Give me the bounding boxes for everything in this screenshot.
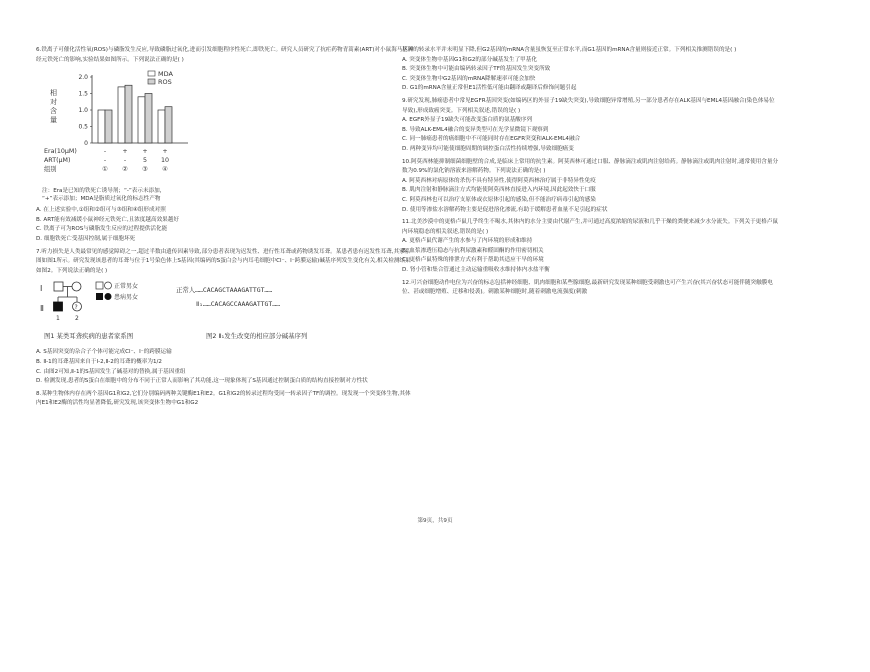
patient-sequence: Ⅱ₁……CACAGCCAAAGATTGT…… xyxy=(196,300,280,309)
legend-label-mda: MDA xyxy=(158,70,173,79)
q6-option-b: B. ART能有效减缓小鼠神经元铁死亡,且浓度越高效果越好 xyxy=(36,216,179,223)
q8-option-c: C. 突变体生物中G2基因的mRNA降解速率可能会加快 xyxy=(402,75,536,82)
q10-option-b: B. 肌肉注射和静脉滴注方式均能使阿莫西林直接进入内环境,因此起效快于口服 xyxy=(402,187,596,194)
q9-option-c: C. 同一肺癌患者的癌细胞中不可能同时存在EGFR突变和ALK-EML4融合 xyxy=(402,136,581,143)
row-value: + xyxy=(122,148,128,156)
bar-ros xyxy=(125,85,132,143)
chart-note-1: 注：Era是已知的铁死亡诱导剂；“-”表示未添加， xyxy=(42,188,166,195)
figure-1-caption: 图1 某类耳聋疾病的患者家系图 xyxy=(44,332,134,341)
y-axis-label-char: 量 xyxy=(50,116,57,125)
q7-option-a: A. S基因突变的杂合子个体可能完成Cl⁻、I⁻的跨膜运输 xyxy=(36,349,172,356)
bar-mda xyxy=(138,97,145,143)
bar-mda xyxy=(118,87,125,143)
legend-swatch-mda xyxy=(148,71,155,76)
y-tick-label: 1.5 xyxy=(78,90,88,98)
bar-ros xyxy=(165,107,172,143)
question-7-stem: 7.听力损失是人类最常见的感觉障碍之一,超过半数由遗传因素导致,部分患者表现为迟发性、进行性耳聋或药物诱发耳聋。某患者患有迟发性耳聋,其家系图如图1所示。研究发现该患者的耳聋与位于1号染色体上S基因(其编码的S蛋白会与内耳毛细胞中Cl⁻、I⁻跨膜运输)碱基序列发生变化有关,相关检测结果如图2。下列说法正确的是( ) xyxy=(36,248,411,274)
legend-affected-male-icon xyxy=(96,293,103,300)
q10-option-d: D. 使用等渗盐水溶解药物主要是促进溶化渗流,有助于缓解患者血量不足引起的症状 xyxy=(402,206,608,213)
legend-normal-label: 正常男女 xyxy=(114,283,139,291)
q11-option-d: D. 肾小管和集合管通过主动运输重吸收水维持体内水盐平衡 xyxy=(402,267,550,274)
y-tick-label: 2.0 xyxy=(78,74,88,82)
row-value: 10 xyxy=(160,157,170,165)
q10-option-a: A. 阿莫西林对病原体的杀伤不具有特异性,使得阿莫西林治疗属于非特异性免疫 xyxy=(402,177,596,184)
q6-option-c: C. 铁离子可为ROS与磷脂发生反应的过程提供活化能 xyxy=(36,226,168,233)
row-value: ② xyxy=(122,166,128,174)
y-axis-label-char: 含 xyxy=(50,107,57,116)
legend-label-ros: ROS xyxy=(158,78,172,87)
legend-affected-label: 患病男女 xyxy=(114,294,139,302)
q9-option-d: D. 两种变异均可能使细胞周期的调控蛋白活性持续增强,导致细胞癌变 xyxy=(402,145,574,152)
q7-pedigree-figure xyxy=(36,278,414,346)
legend-swatch-ros xyxy=(148,79,155,84)
chart-note-2: “+”表示添加；MDA是脂质过氧化的标志性产物 xyxy=(42,196,161,203)
q8-option-a: A. 突变体生物中基因G1和G2的部分碱基发生了甲基化 xyxy=(402,56,537,63)
row-value: + xyxy=(142,148,148,156)
right-column xyxy=(402,46,780,298)
q6-option-a: A. 在上述实验中,①组和②组可与③组和④组形成对照 xyxy=(36,207,166,214)
gen2-male-affected xyxy=(54,302,63,311)
row-value: ④ xyxy=(162,166,168,174)
svg-text:?: ? xyxy=(74,304,78,312)
num-1: 1 xyxy=(56,315,60,323)
row-value: + xyxy=(162,148,168,156)
bar-ros xyxy=(145,94,152,144)
row-value: 5 xyxy=(142,157,148,165)
row-label: 组别 xyxy=(44,166,57,174)
question-6-stem: 6.铁离子可催化活性氧(ROS)与磷脂发生反应,导致磷脂过氧化,进而引发细胞程序性死亡,即铁死亡。研究人员研究了抗疟药物青蒿素(ART)对小鼠海马区神经元铁死亡的影响,实验结果如图所示。下列说法正确的是( ) xyxy=(36,47,414,63)
y-tick-label: 0 xyxy=(84,140,88,148)
q11-option-c: C. 更格卢鼠特殊的排泄方式有利于帮助其适应干旱的环境 xyxy=(402,257,544,264)
q11-option-b: B. 血浆渗透压稳态与抗利尿激素和醛固酮的作用密切相关 xyxy=(402,247,544,254)
q9-option-b: B. 导致ALK-EML4融合的变异类型可在光学显微镜下观察到 xyxy=(402,126,549,133)
legend-affected-female-icon xyxy=(105,293,112,300)
pedigree-svg xyxy=(36,278,414,346)
figure-2-caption: 图2 Ⅱ₁发生改变的相应部分碱基序列 xyxy=(206,332,308,341)
question-8-stem: 8.某种生物体内存在两个基因G1和G2,它们分别编码两种关键酶E1和E2。G1和G2的转录过程均受同一转录因子TF的调控。现发现一个突变体生物,其体内E1和E2酶的活性均显著降低,研究发现,该突变体生物中G1和G2 xyxy=(36,390,411,407)
page-footer: 第9页，共9页 xyxy=(417,518,453,524)
bar-mda xyxy=(158,110,165,143)
legend-normal-male-icon xyxy=(96,282,103,289)
q9-option-a: A. EGFR外显子19缺失可能改变蛋白质的氨基酸序列 xyxy=(402,117,533,124)
y-axis-label-char: 对 xyxy=(50,98,57,107)
legend-normal-female-icon xyxy=(105,282,112,289)
q8-option-d: D. G1的mRNA含量正常但E1活性低可能由翻译或翻译后修饰问题引起 xyxy=(402,85,577,92)
row-value: ③ xyxy=(142,166,148,174)
left-column xyxy=(36,46,414,409)
y-tick-label: 0.5 xyxy=(78,123,88,131)
row-value: - xyxy=(103,148,107,156)
y-tick-label: 1.0 xyxy=(78,107,88,115)
question-8-continued: 基因的转录水平并未明显下降,但G2基因的mRNA含量虽恢复至正常水平,而G1基因的mRNA含量则接近正常。下列相关推测错误的是( ) xyxy=(402,47,737,53)
q8-option-b: B. 突变体生物中可能由编码转录因子TF的基因发生突变所致 xyxy=(402,66,551,73)
q6-bar-chart-svg xyxy=(42,67,242,185)
q7-option-c: C. 由图2可知,Ⅱ-1的S基因发生了碱基对的替换,属于基因重组 xyxy=(36,368,186,375)
question-11-stem: 11.北美沙漠中的更格卢鼠几乎终生不喝水,其体内的水分主要由代谢产生,并可通过高度浓缩的尿液和几乎干燥的粪便来减少水分流失。下列关于更格卢鼠内环境稳态的相关叙述,错误的是( ) xyxy=(402,219,779,235)
bar-mda xyxy=(98,110,105,143)
q11-option-a: A. 更格卢鼠代谢产生的水参与了内环境的形成和维持 xyxy=(402,238,533,245)
num-2: 2 xyxy=(75,315,79,323)
q7-option-d: D. 检测发现,患者的S蛋白在细胞中的分布不同于正常人而影响了其功能,这一现象体现了S基因通过控制蛋白质的结构直接控制对方性状 xyxy=(36,378,368,385)
gen1-male-normal xyxy=(54,282,63,291)
row-value: ① xyxy=(102,166,108,174)
q7-option-b: B. Ⅱ-1的耳聋基因来自于Ⅰ-2,Ⅱ-2的耳聋的概率为1/2 xyxy=(36,358,162,365)
row-label: ART(μM) xyxy=(44,157,71,165)
q10-option-c: C. 阿莫西林也可以治疗支原体或衣原体引起的感染,但不能治疗病毒引起的感染 xyxy=(402,196,596,203)
generation-label-1: Ⅰ xyxy=(40,284,43,294)
q6-option-d: D. 细胞铁死亡受基因控制,属于细胞坏死 xyxy=(36,235,136,242)
row-label: Era(10μM) xyxy=(44,148,77,156)
question-12-stem: 12.可兴奋细胞动作电位为兴奋的标志包括神经细胞、肌肉细胞和某些腺细胞,最新研究发现某种细胞受刺激也可产生兴奋(其兴奋状态可能伴随突触膜电位、甚或细胞增殖、迁移和侵袭)。刺激某种细胞时,随着刺激电流强度(刺激 xyxy=(402,279,773,296)
row-value: - xyxy=(123,157,127,165)
generation-label-2: Ⅱ xyxy=(40,304,44,314)
question-9-stem: 9.研究发现,肺癌患者中常见EGFR基因突变(如编码区的外显子19缺失突变),导致细胞异常增殖,另一部分患者存在ALK基因与EML4基因融合(染色体易位导致),形成致癌突变。下列相关叙述,错误的是( ) xyxy=(402,97,775,114)
gen1-female-normal xyxy=(72,282,81,291)
y-axis-label-char: 相 xyxy=(50,89,57,98)
q6-bar-chart xyxy=(42,67,242,185)
bar-ros xyxy=(105,110,112,143)
normal-sequence: 正常人……CACAGCTAAAGATTGT…… xyxy=(176,286,273,295)
row-value: - xyxy=(103,157,107,165)
question-10-stem: 10.阿莫西林能抑制细菌细胞壁的合成,是临床上常用的抗生素。阿莫西林可通过口服、静脉滴注或肌肉注射给药。静脉滴注或肌肉注射时,通常使用含量分数为0.9%的氯化钠溶液来溶解药物。下列说法正确的是( ) xyxy=(402,158,779,175)
